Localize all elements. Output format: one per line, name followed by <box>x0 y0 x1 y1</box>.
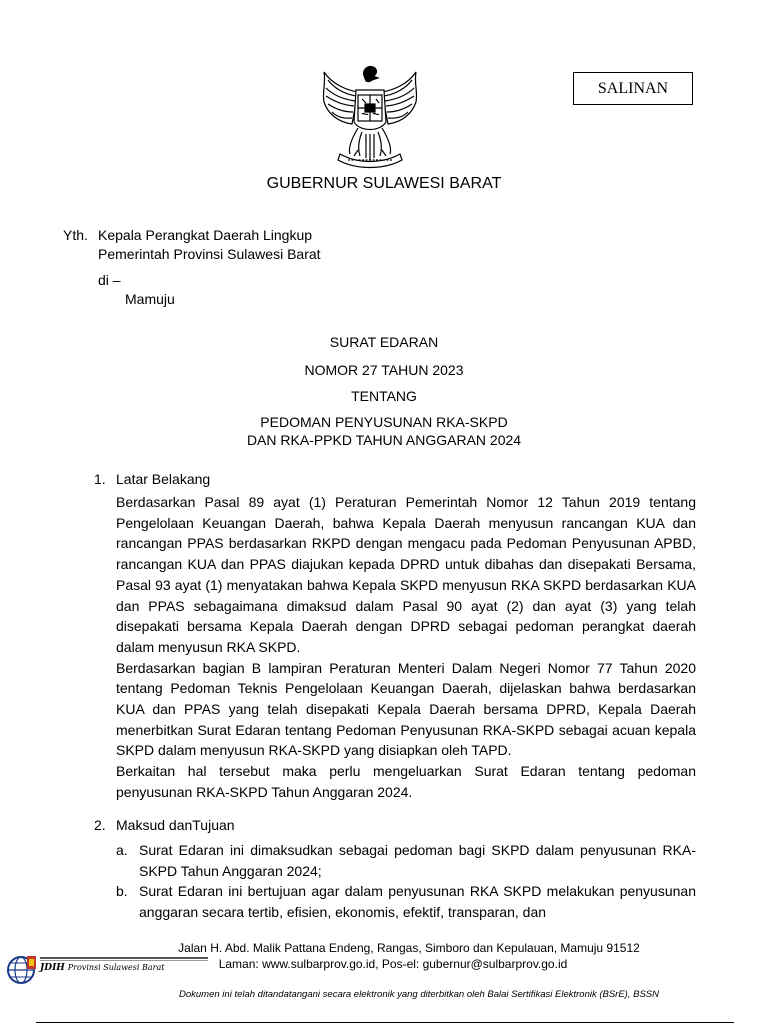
section-1-paragraph: Berdasarkan Pasal 89 ayat (1) Peraturan Pemerintah Nomor 12 Tahun 2019 tentang Pengelolaan Keuangan Daerah, bahwa Kepala Daerah menyusun rancangan KUA dan rancangan PPAS berdasarkan RKPD dengan mengacu pada Pedoman Penyusunan APBD, rancangan KUA dan PPAS diajukan kepada DPRD untuk dibahas dan disepakati Bersama, Pasal 93 ayat (1) menyatakan bahwa Kepala SKPD menyusun RKA SKPD berdasarkan KUA dan PPAS sebagaimana dimaksud dalam Pasal 90 ayat (2) dan ayat (3) yang telah disepakati bersama Kepala Daerah dengan DPRD sebagai pedoman perangkat daerah dalam menyusun RKA SKPD. <box>116 494 696 655</box>
section-1-paragraph: Berkaitan hal tersebut maka perlu mengeluarkan Surat Edaran tentang pedoman penyusunan RKA-SKPD Tahun Anggaran 2024. <box>116 763 696 800</box>
jdih-subtitle: Provinsi Sulawesi Barat <box>67 963 165 972</box>
section-1-body <box>116 492 696 803</box>
list-item-marker: a. <box>116 842 128 858</box>
section-2-number: 2. <box>94 817 106 833</box>
salinan-badge: SALINAN <box>573 72 693 105</box>
jdih-divider <box>40 960 208 961</box>
addressee-di: di – <box>98 272 121 288</box>
footer-contact: Laman: www.sulbarprov.go.id, Pos-el: gubernur@sulbarprov.go.id <box>218 957 568 971</box>
jdih-title: JDIH <box>40 963 65 973</box>
addressee-line-2: Pemerintah Provinsi Sulawesi Barat <box>98 246 321 262</box>
page-bottom-rule <box>36 1022 734 1023</box>
governor-title: GUBERNUR SULAWESI BARAT <box>266 175 502 192</box>
document-type: SURAT EDARAN <box>329 334 439 350</box>
jdih-label <box>40 963 164 973</box>
list-item <box>116 840 696 881</box>
bsre-signature-note: Dokumen ini telah ditandatangani secara elektronik yang diterbitkan oleh Balai Sertifikasi Elektronik (BSrE), BSSN <box>179 989 659 1000</box>
jdih-globe-logo-icon <box>5 950 41 988</box>
section-1-title: Latar Belakang <box>116 471 211 487</box>
addressee-place: Mamuju <box>125 291 175 307</box>
document-number: NOMOR 27 TAHUN 2023 <box>304 362 464 378</box>
section-2-title: Maksud danTujuan <box>116 817 235 833</box>
document-subject-line-2: DAN RKA-PPKD TAHUN ANGGARAN 2024 <box>246 432 522 448</box>
jdih-divider <box>40 957 208 959</box>
addressee-prefix: Yth. <box>63 227 88 243</box>
section-1-paragraph: Berdasarkan bagian B lampiran Peraturan Menteri Dalam Negeri Nomor 77 Tahun 2020 tentang Pedoman Teknis Pengelolaan Keuangan Daerah, dijelaskan bahwa berdasarkan KUA dan PPAS yang telah disepakati Kepala Daerah bersama DPRD, Kepala Daerah menerbitkan Surat Edaran tentang Pedoman Penyusunan RKA-SKPD sebagai acuan kepala SKPD dalam menyusun RKA-SKPD yang disiapkan oleh TAPD. <box>116 659 696 759</box>
section-2-list <box>116 840 696 922</box>
list-item-text: Surat Edaran ini dimaksudkan sebagai pedoman bagi SKPD dalam penyusunan RKA-SKPD Tahun Anggaran 2024; <box>139 842 696 879</box>
document-about: TENTANG <box>351 388 417 404</box>
list-item <box>116 881 696 922</box>
addressee-line-1: Kepala Perangkat Daerah Lingkup <box>98 227 313 243</box>
list-item-marker: b. <box>116 883 128 899</box>
section-1-number: 1. <box>94 471 106 487</box>
list-item-text: Surat Edaran ini bertujuan agar dalam penyusunan RKA SKPD melakukan penyusunan anggaran secara tertib, efisien, ekonomis, efektif, transparan, dan <box>139 883 696 920</box>
document-subject-line-1: PEDOMAN PENYUSUNAN RKA-SKPD <box>260 414 508 430</box>
footer-address: Jalan H. Abd. Malik Pattana Endeng, Rangas, Simboro dan Kepulauan, Mamuju 91512 <box>178 941 640 955</box>
garuda-emblem-icon <box>318 62 422 172</box>
